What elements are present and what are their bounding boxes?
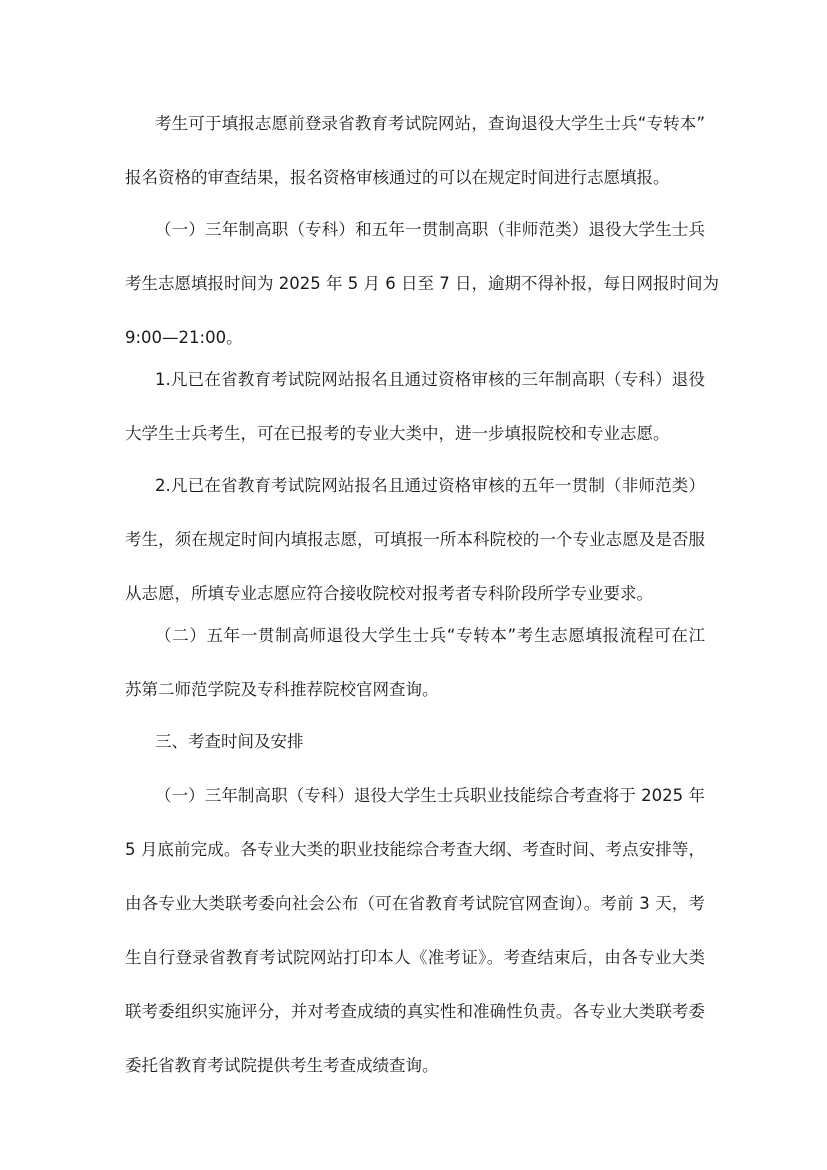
paragraph-1 [125,106,705,196]
text-line: 1.凡已在省教育考试院网站报名且通过资格审核的三年制高职（专科）退役 [155,370,705,389]
text-line: 2.凡已在省教育考试院网站报名且通过资格审核的五年一贯制（非师范类） [155,476,705,495]
text-line: （一）三年制高职（专科）退役大学生士兵职业技能综合考查将于 2025 年 [155,786,705,805]
section-heading [125,724,705,760]
text-line: 9:00—21:00。 [125,328,243,347]
text-line: 考生，须在规定时间内填报志愿，可填报一所本科院校的一个专业志愿及是否服 [125,530,705,549]
text-line: （一）三年制高职（专科）和五年一贯制高职（非师范类）退役大学生士兵 [155,220,705,239]
text-line: 考生志愿填报时间为 2025 年 5 月 6 日至 7 日，逾期不得补报，每日网报时间为 [125,274,719,293]
text-line: 委托省教育考试院提供考生考查成绩查询。 [125,1056,439,1075]
text-line: 5 月底前完成。各专业大类的职业技能综合考查大纲、考查时间、考点安排等， [125,840,705,859]
text-line: 大学生士兵考生，可在已报考的专业大类中，进一步填报院校和专业志愿。 [125,424,670,443]
paragraph-7 [125,778,705,1084]
text-line: 考生可于填报志愿前登录省教育考试院网站，查询退役大学生士兵“专转本” [155,114,705,133]
text-line: （二）五年一贯制高师退役大学生士兵“专转本”考生志愿填报流程可在江 [155,626,705,645]
paragraph-5 [125,618,705,708]
paragraph-2 [125,212,719,356]
paragraph-3 [125,362,705,452]
text-line: 苏第二师范学院及专科推荐院校官网查询。 [125,680,439,699]
text-line: 从志愿，所填专业志愿应符合接收院校对报考者专科阶段所学专业要求。 [125,584,653,603]
text-line: 联考委组织实施评分，并对考查成绩的真实性和准确性负责。各专业大类联考委 [125,1002,705,1021]
paragraph-4 [125,468,705,612]
text-line: 由各专业大类联考委向社会公布（可在省教育考试院官网查询）。考前 3 天，考 [125,894,705,913]
section-heading-text: 三、考查时间及安排 [155,732,304,751]
text-line: 生自行登录省教育考试院网站打印本人《准考证》。考查结束后，由各专业大类 [125,948,705,967]
text-line: 报名资格的审查结果，报名资格审核通过的可以在规定时间进行志愿填报。 [125,168,670,187]
